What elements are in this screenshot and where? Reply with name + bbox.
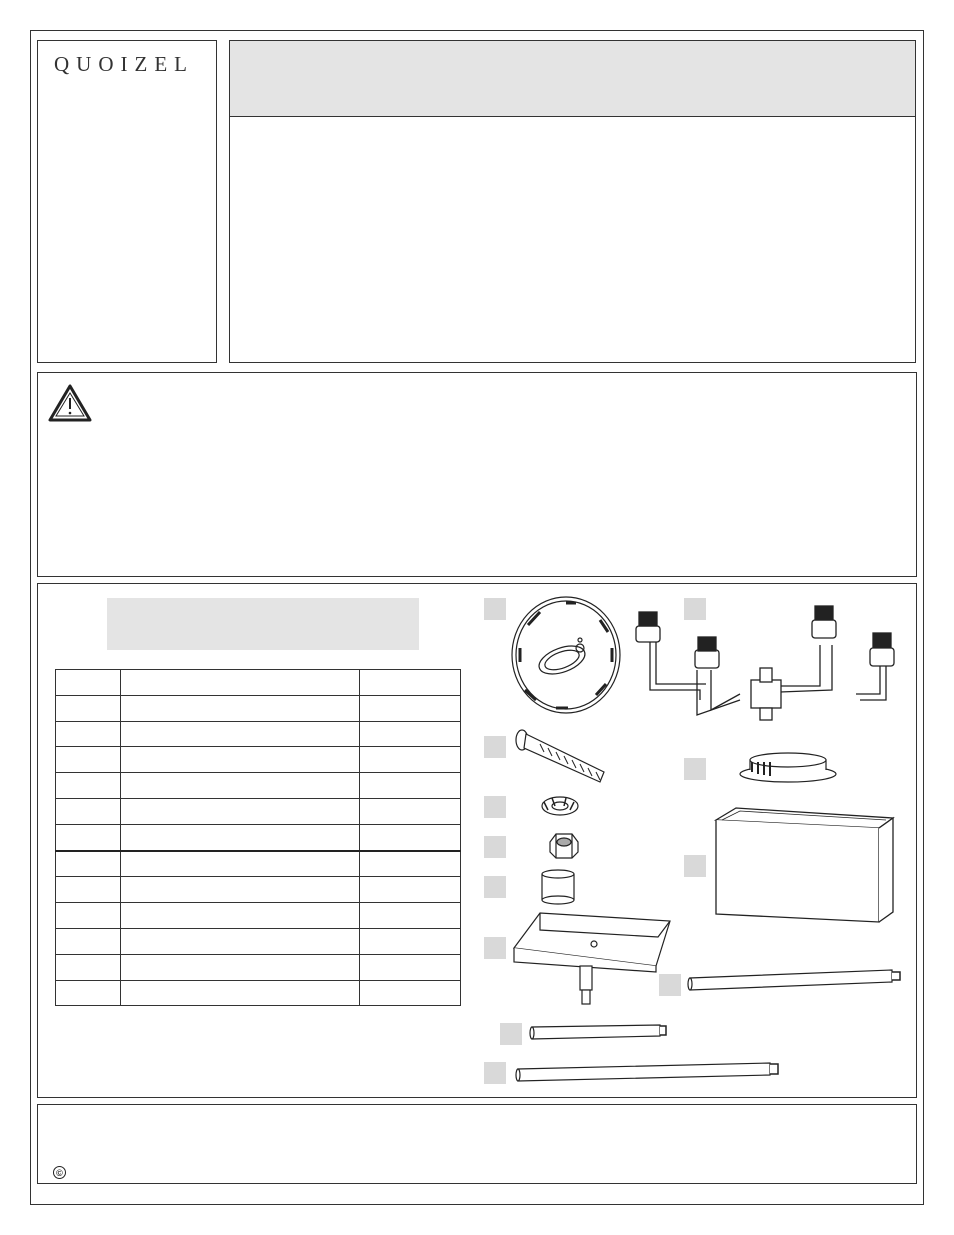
table-row	[56, 773, 461, 799]
part-qty	[360, 851, 461, 877]
copyright-symbol: ©	[53, 1166, 66, 1179]
part-label-canopy	[484, 937, 506, 959]
part-qty	[360, 721, 461, 747]
part-label-shade	[684, 855, 706, 877]
part-key	[56, 721, 121, 747]
part-label-hex-nut	[484, 836, 506, 858]
table-row	[56, 980, 461, 1006]
part-qty	[360, 798, 461, 824]
warning-box	[37, 372, 917, 577]
part-key	[56, 670, 121, 696]
part-key	[56, 695, 121, 721]
part-description	[121, 721, 360, 747]
part-description	[121, 670, 360, 696]
part-key	[56, 954, 121, 980]
part-label-fixture-body	[684, 598, 706, 620]
brand-logo: QUOIZEL	[54, 52, 194, 76]
part-qty	[360, 773, 461, 799]
part-description	[121, 954, 360, 980]
part-description	[121, 798, 360, 824]
part-description	[121, 695, 360, 721]
table-row	[56, 670, 461, 696]
part-qty	[360, 824, 461, 850]
part-label-crossbar	[484, 598, 506, 620]
footer-box	[37, 1104, 917, 1184]
part-key	[56, 980, 121, 1006]
part-key	[56, 928, 121, 954]
part-label-lock-washer	[484, 796, 506, 818]
product-title-bar	[230, 41, 915, 117]
part-key	[56, 773, 121, 799]
part-label-screw	[484, 736, 506, 758]
logo-box	[37, 40, 217, 363]
part-description	[121, 824, 360, 850]
part-key	[56, 798, 121, 824]
table-row	[56, 877, 461, 903]
table-row	[56, 695, 461, 721]
part-qty	[360, 695, 461, 721]
part-key	[56, 903, 121, 929]
part-description	[121, 928, 360, 954]
table-row	[56, 851, 461, 877]
table-row	[56, 928, 461, 954]
part-description	[121, 773, 360, 799]
part-qty	[360, 928, 461, 954]
table-row	[56, 824, 461, 850]
part-description	[121, 747, 360, 773]
part-description	[121, 903, 360, 929]
table-row	[56, 798, 461, 824]
part-qty	[360, 747, 461, 773]
part-description	[121, 980, 360, 1006]
table-row	[56, 721, 461, 747]
part-qty	[360, 670, 461, 696]
part-label-stem-medium	[659, 974, 681, 996]
part-qty	[360, 980, 461, 1006]
part-key	[56, 877, 121, 903]
part-label-stem-short	[500, 1023, 522, 1045]
parts-list-title-bar	[107, 598, 419, 650]
part-key	[56, 851, 121, 877]
part-key	[56, 824, 121, 850]
parts-table	[55, 669, 461, 1006]
part-label-stem-long	[484, 1062, 506, 1084]
part-label-coupling	[484, 876, 506, 898]
table-row	[56, 747, 461, 773]
table-row	[56, 903, 461, 929]
part-description	[121, 877, 360, 903]
table-row	[56, 954, 461, 980]
part-qty	[360, 954, 461, 980]
part-description	[121, 851, 360, 877]
part-key	[56, 747, 121, 773]
part-label-locknut	[684, 758, 706, 780]
part-qty	[360, 877, 461, 903]
part-qty	[360, 903, 461, 929]
